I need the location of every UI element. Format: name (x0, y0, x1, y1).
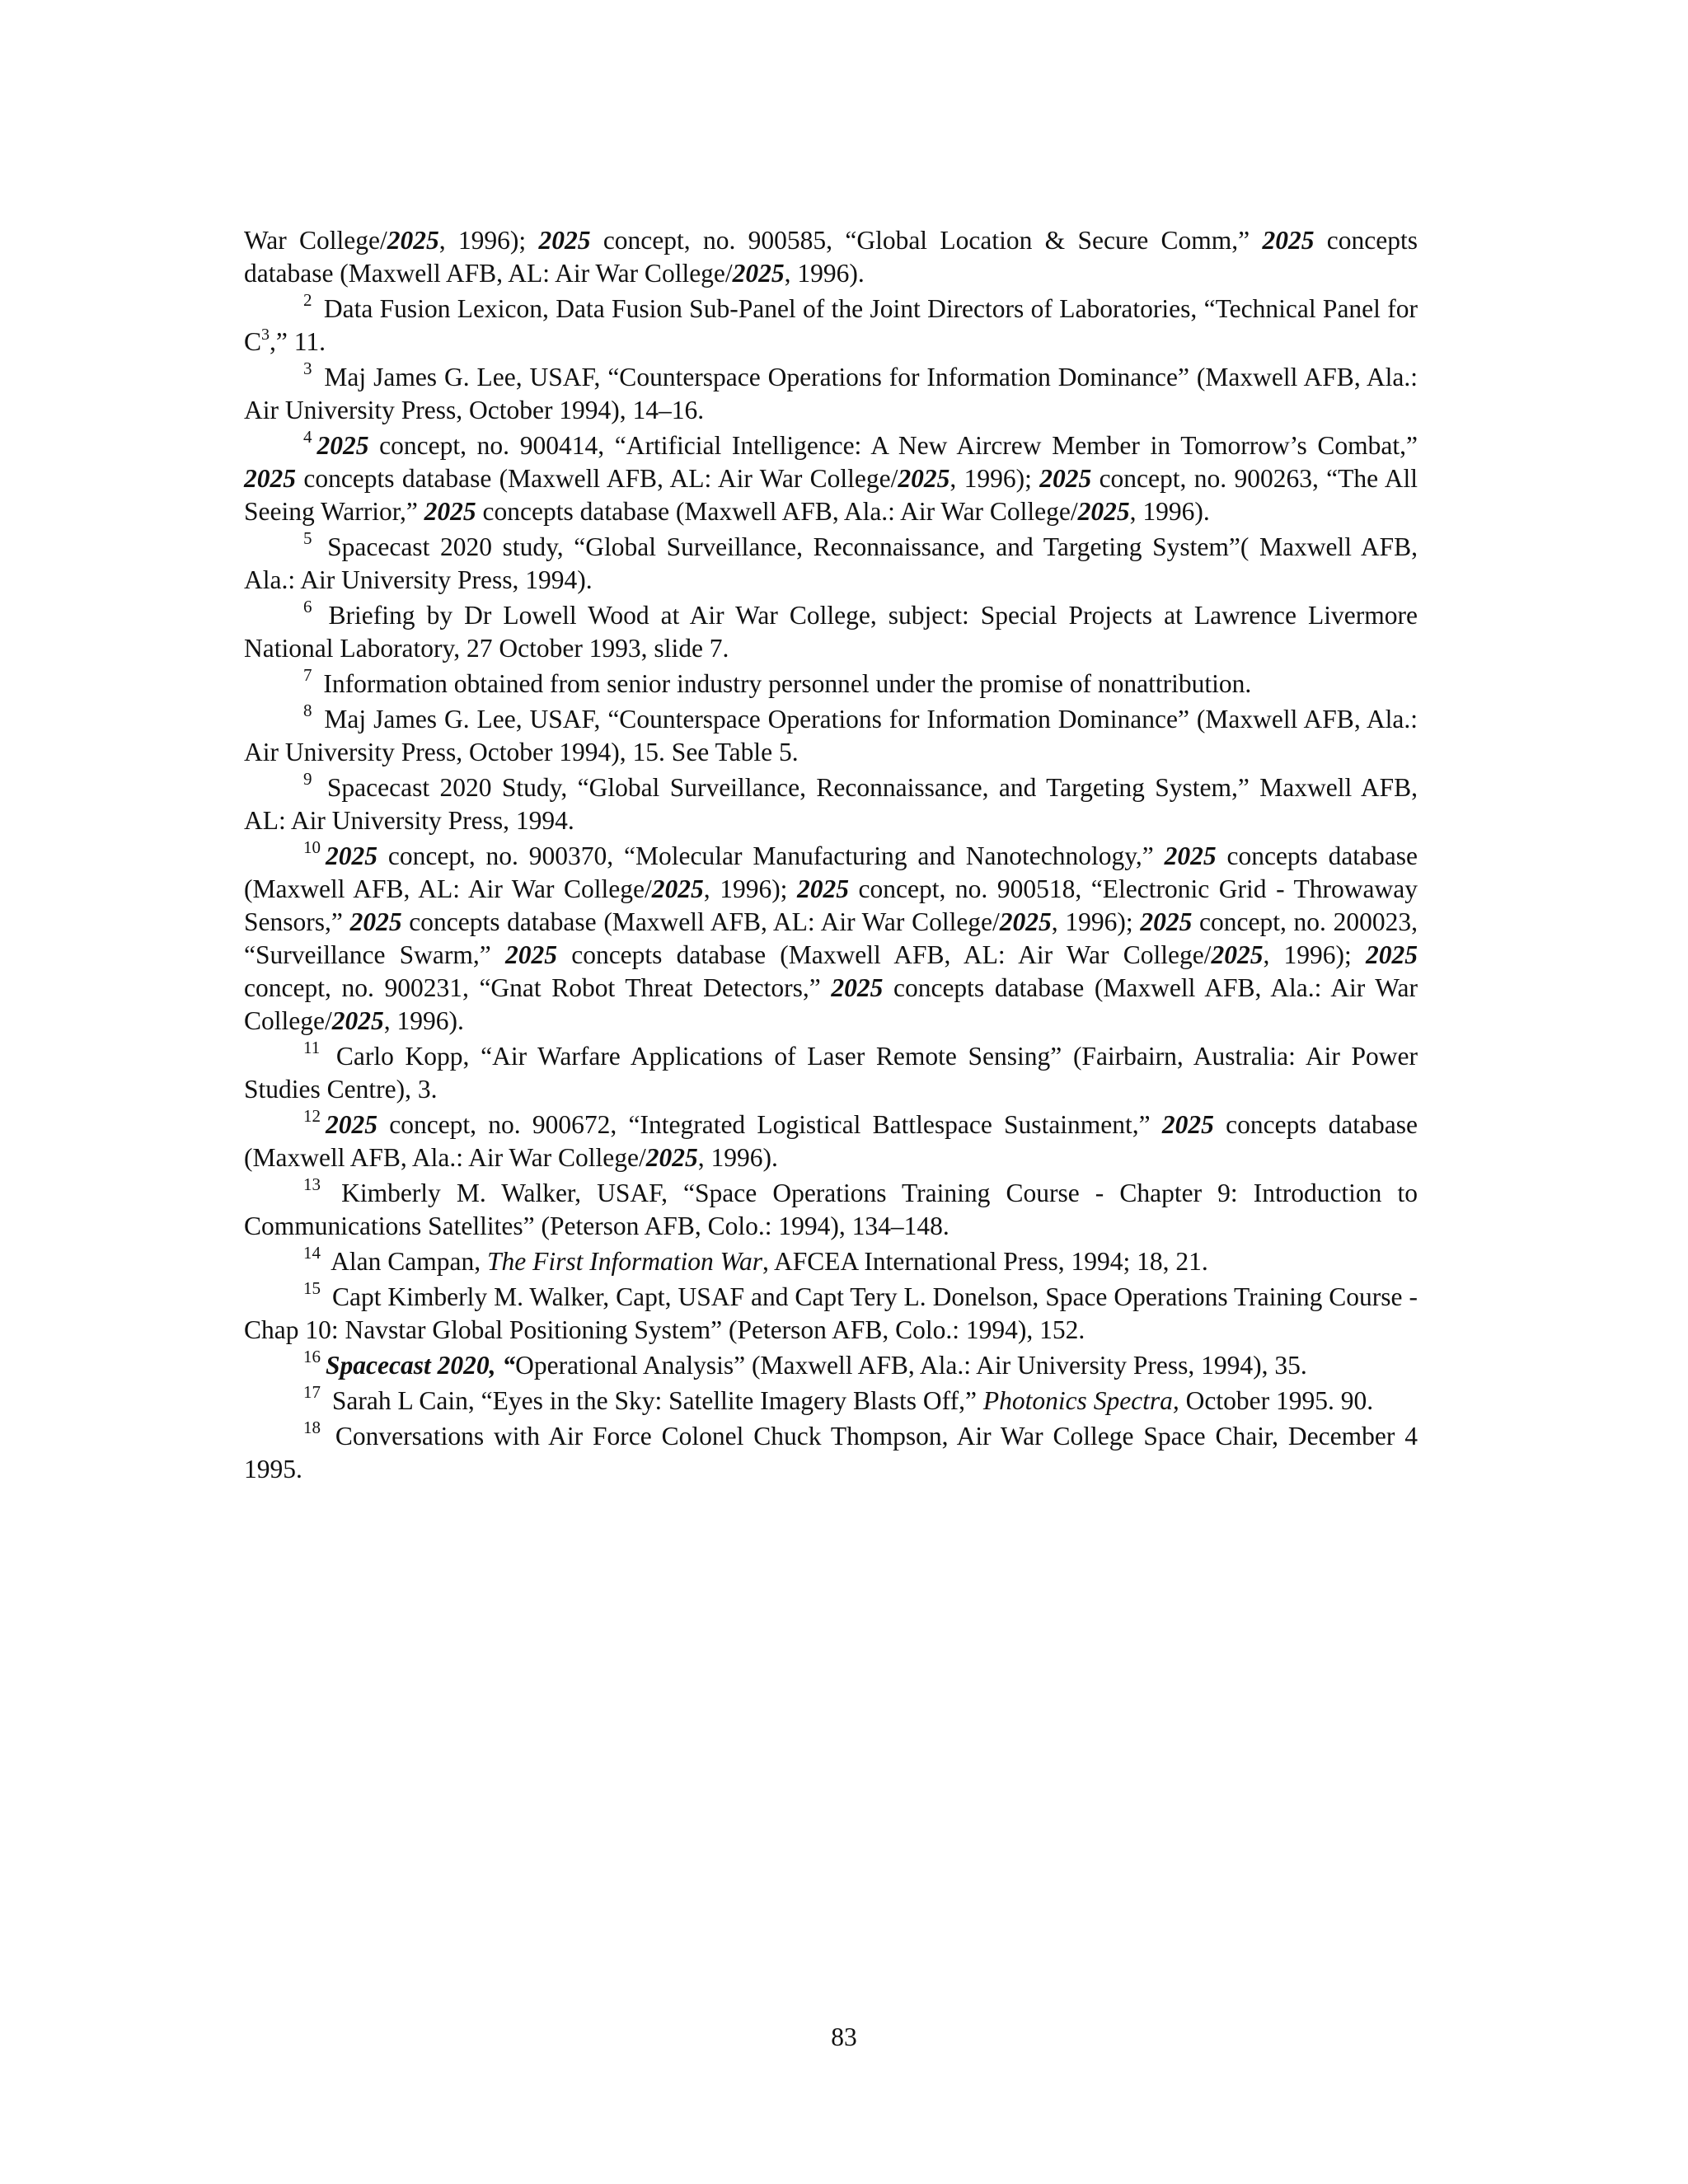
text: concept, no. 900518, “Electronic Grid - Throwaway Sensors,” (244, 874, 1418, 936)
text: ,” 11. (270, 327, 326, 356)
footnote-11 (244, 1040, 1418, 1106)
text-emph: 2025 (424, 497, 476, 526)
text: concept, no. 900263, “The All Seeing Warrior,” (244, 464, 1418, 526)
text: , 1996). (383, 1006, 464, 1035)
text: , 1996). (1129, 497, 1210, 526)
text: concept, no. 900231, “Gnat Robot Threat Detectors,” (244, 973, 832, 1002)
superscript: 3 (261, 326, 270, 344)
text: concept, no. 900585, “Global Location & Secure Comm,” (590, 226, 1263, 255)
text-emph: 2025 (1211, 940, 1264, 969)
text: Sarah L Cain, “Eyes in the Sky: Satellite Imagery Blasts Off,” (326, 1386, 983, 1415)
text-emph: 2025 (326, 1110, 377, 1139)
footnote-12 (244, 1108, 1418, 1174)
text: Kimberly M. Walker, USAF, “Space Operations Training Course - Chapter 9: Introduction to Communications Satellites” (Peterson AFB, Colo.: 1994), 134–148. (244, 1179, 1418, 1240)
text: Alan Campan, (326, 1247, 487, 1276)
text-emph: 2025 (538, 226, 591, 255)
text: Spacecast 2020 study, “Global Surveillance, Reconnaissance, and Targeting System”( Maxwell AFB, Ala.: Air University Press, 1994). (244, 532, 1418, 594)
text-emph: 2025 (1366, 940, 1418, 969)
text: Information obtained from senior industry personnel under the promise of nonattribution. (316, 669, 1252, 698)
footnote-10 (244, 837, 1418, 1038)
footnote-18 (244, 1420, 1418, 1486)
footnote-4 (244, 429, 1418, 528)
text-emph: 2025 (831, 973, 884, 1002)
footnote-number: 7 (303, 665, 312, 685)
footnote-number: 17 (303, 1382, 321, 1402)
text: Operational Analysis” (Maxwell AFB, Ala.: Air University Press, 1994), 35. (515, 1351, 1307, 1380)
text: concepts database (Maxwell AFB, Ala.: Air War College/ (244, 973, 1418, 1035)
text-emph: 2025 (316, 431, 369, 460)
footnote-9 (244, 771, 1418, 837)
text: concepts database (Maxwell AFB, AL: Air War College/ (244, 841, 1418, 903)
footnote-15 (244, 1278, 1418, 1347)
text: concepts database (Maxwell AFB, AL: Air War College/ (401, 907, 1000, 936)
text: concepts database (Maxwell AFB, AL: Air War College/ (556, 940, 1212, 969)
text: Briefing by Dr Lowell Wood at Air War College, subject: Special Projects at Lawrence Livermore National Laboratory, 27 October 1993, slide 7. (244, 601, 1418, 663)
footnote-13 (244, 1174, 1418, 1243)
text: Data Fusion Lexicon, Data Fusion Sub-Panel of the Joint Directors of Laboratories, “Technical Panel for C (244, 294, 1418, 356)
footnote-number: 14 (303, 1243, 321, 1263)
page-number: 83 (831, 2022, 857, 2051)
text-emph: 2025 (331, 1006, 384, 1035)
text-emph: 2025 (999, 907, 1052, 936)
text-emph: 2025 (1262, 226, 1315, 255)
footnote-number: 8 (303, 701, 312, 720)
text: concept, no. 900414, “Artificial Intelligence: A New Aircrew Member in Tomorrow’s Combat,” (368, 431, 1418, 460)
text-emph: 2025 (387, 226, 439, 255)
text: concepts database (Maxwell AFB, Ala.: Air War College/ (476, 497, 1078, 526)
footnote-8 (244, 703, 1418, 769)
text: , 1996); (703, 874, 797, 903)
text-emph: 2025 (326, 841, 377, 870)
text: Maj James G. Lee, USAF, “Counterspace Operations for Information Dominance” (Maxwell AFB, Ala.: Air University Press, October 1994), 14–16. (244, 363, 1418, 424)
footnote-number: 15 (303, 1278, 321, 1298)
footnotes-section (244, 224, 1418, 1488)
footnote-number: 4 (303, 427, 312, 447)
text: , 1996); (1051, 907, 1141, 936)
text: concepts database (Maxwell AFB, AL: Air War College/ (244, 226, 1418, 288)
footnote-number: 12 (303, 1106, 321, 1126)
text-emph: 2025 (645, 1143, 698, 1172)
text-emph: 2025 (732, 259, 785, 288)
footnote-14 (244, 1245, 1418, 1278)
text: , 1996). (697, 1143, 778, 1172)
text: , AFCEA International Press, 1994; 18, 21. (762, 1247, 1208, 1276)
text-emph: 2025 (504, 940, 557, 969)
text: Maj James G. Lee, USAF, “Counterspace Operations for Information Dominance” (Maxwell AFB, Ala.: Air University Press, October 1994), 15. See Table 5. (244, 705, 1418, 766)
footnote-2 (244, 290, 1418, 359)
footnote-number: 13 (303, 1174, 321, 1194)
footnote-number: 3 (303, 359, 312, 378)
text-emph: 2025 (244, 464, 296, 493)
text: Carlo Kopp, “Air Warfare Applications of Laser Remote Sensing” (Fairbairn, Australia: Air Power Studies Centre), 3. (244, 1042, 1418, 1104)
text-emph: 2025 (898, 464, 950, 493)
text-emph: 2025 (349, 907, 402, 936)
footnote-number: 2 (303, 290, 312, 310)
footnote-number: 5 (303, 528, 312, 548)
footnote-number: 11 (303, 1038, 321, 1057)
text: concept, no. 900672, “Integrated Logistical Battlespace Sustainment,” (377, 1110, 1162, 1139)
footnote-number: 9 (303, 769, 312, 789)
text-italic: The First Information War (486, 1247, 762, 1276)
text-emph: 2025 (1077, 497, 1130, 526)
footnote-number: 18 (303, 1418, 321, 1437)
text: War College/ (244, 226, 387, 255)
text-emph: 2025 (1039, 464, 1092, 493)
text-emph: 2025 (1140, 907, 1193, 936)
text: , 1996); (438, 226, 539, 255)
footnote-5 (244, 528, 1418, 597)
text-emph: 2025 (1164, 841, 1217, 870)
footnote-17 (244, 1382, 1418, 1418)
footnote-16 (244, 1349, 1418, 1382)
text: , 1996); (1263, 940, 1367, 969)
footnote-3 (244, 361, 1418, 427)
text-emph: 2025 (797, 874, 849, 903)
footnote-6 (244, 599, 1418, 665)
footnote-7 (244, 665, 1418, 701)
footnote-number: 16 (303, 1347, 321, 1366)
text: concepts database (Maxwell AFB, AL: Air War College/ (296, 464, 898, 493)
text: concepts database (Maxwell AFB, Ala.: Air War College/ (244, 1110, 1418, 1172)
text-italic: Photonics Spectra, (982, 1386, 1179, 1415)
footnote-number: 6 (303, 597, 312, 616)
text: October 1995. 90. (1179, 1386, 1374, 1415)
text: Spacecast 2020 Study, “Global Surveillance, Reconnaissance, and Targeting System,” Maxwell AFB, AL: Air University Press, 1994. (244, 773, 1418, 835)
text-emph: 2025 (651, 874, 704, 903)
footnote-number: 10 (303, 837, 321, 857)
text: concept, no. 900370, “Molecular Manufacturing and Nanotechnology,” (377, 841, 1165, 870)
text: , 1996). (784, 259, 865, 288)
text-emph: Spacecast 2020, “ (326, 1351, 516, 1380)
text: concept, no. 200023, “Surveillance Swarm,” (244, 907, 1418, 969)
text-emph: 2025 (1161, 1110, 1214, 1139)
text: Conversations with Air Force Colonel Chuck Thompson, Air War College Space Chair, December 4 1995. (244, 1422, 1418, 1483)
text: Capt Kimberly M. Walker, Capt, USAF and Capt Tery L. Donelson, Space Operations Training Course - Chap 10: Navstar Global Positioning System” (Peterson AFB, Colo.: 1994), 152. (244, 1282, 1418, 1344)
text: , 1996); (950, 464, 1040, 493)
footnote-continuation (244, 224, 1418, 290)
